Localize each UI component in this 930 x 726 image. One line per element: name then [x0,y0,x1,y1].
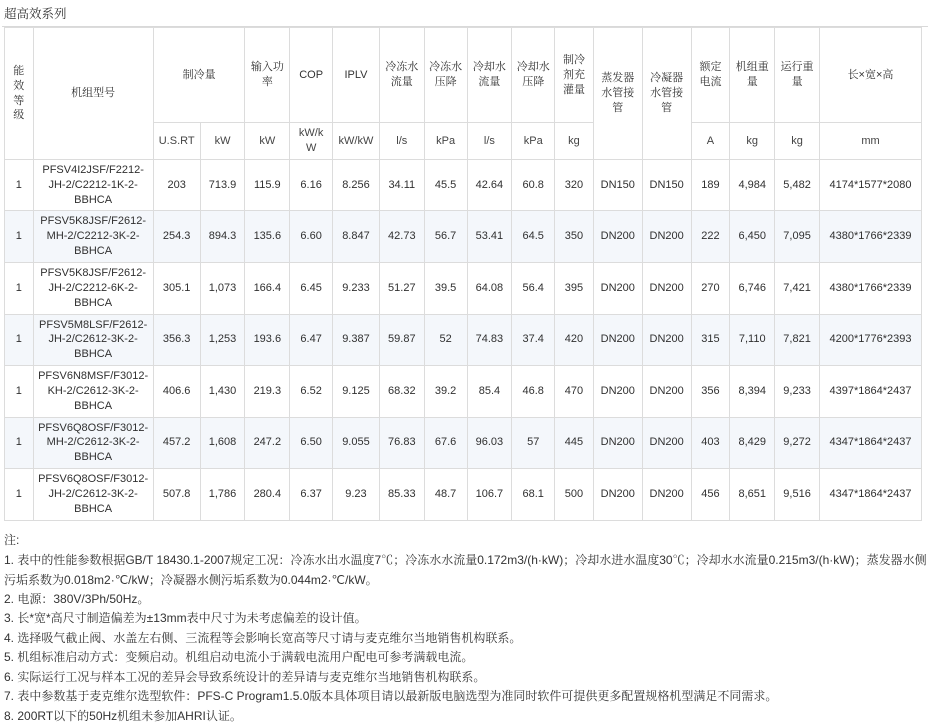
cell-evap-pipe: DN200 [593,211,642,263]
table-row [5,263,922,315]
cell-dimensions: 4380*1766*2339 [819,211,921,263]
cell-cooling-usrt: 457.2 [153,417,200,469]
cell-run-weight: 5,482 [775,159,820,211]
cell-model: PFSV5K8JSF/F2612-MH-2/C2212-3K-2-BBHCA [33,211,153,263]
cell-iplv: 9.23 [333,469,380,521]
header-operating-weight: 运行重量 [775,28,820,123]
cell-refrigerant: 470 [555,366,594,418]
unit-input-power: kW [245,123,290,160]
cell-cooling-usrt: 356.3 [153,314,200,366]
cell-unit-weight: 8,394 [730,366,775,418]
series-title: 超高效系列 [4,7,67,21]
cell-cooling-kw: 1,430 [200,366,245,418]
unit-unit-weight: kg [730,123,775,160]
cell-cop: 6.47 [290,314,333,366]
cell-cop: 6.50 [290,417,333,469]
cell-refrigerant: 420 [555,314,594,366]
note-item-8: 8. 200RT以下的50Hz机组未参加AHRI认证。 [4,708,242,723]
cell-cooling-drop: 57 [512,417,555,469]
cell-iplv: 9.387 [333,314,380,366]
note-item-6: 6. 实际运行工况与样本工况的差异会导致系统设计的差异请与麦克维尔当地销售机构联系。 [4,669,486,684]
cell-current: 356 [691,366,730,418]
cell-cooling-usrt: 203 [153,159,200,211]
cell-efficiency-grade: 1 [5,263,34,315]
unit-chilled-water-flow: l/s [379,123,424,160]
cell-iplv: 8.847 [333,211,380,263]
cell-model: PFSV6Q8OSF/F3012-MH-2/C2612-3K-2-BBHCA [33,417,153,469]
cell-chilled-flow: 59.87 [379,314,424,366]
cell-run-weight: 7,821 [775,314,820,366]
cell-evap-pipe: DN200 [593,314,642,366]
note-item-5: 5. 机组标准启动方式：变频启动。机组启动电流小于满载电流用户配电可参考满载电流。 [4,650,474,665]
table-row [5,159,922,211]
unit-cooling-capacity-kw: kW [200,123,245,160]
note-item-3: 3. 长*宽*高尺寸制造偏差为±13mm表中尺寸为未考虑偏差的设计值。 [4,611,367,626]
note-item-2: 2. 电源：380V/3Ph/50Hz。 [4,591,150,606]
cell-input-kw: 219.3 [245,366,290,418]
cell-cond-pipe: DN200 [642,314,691,366]
cell-iplv: 9.055 [333,417,380,469]
cell-cooling-kw: 713.9 [200,159,245,211]
note-item-4: 4. 选择吸气截止阀、水盖左右侧、三流程等会影响长宽高等尺寸请与麦克维尔当地销售机构联系。 [4,630,522,645]
cell-cooling-drop: 68.1 [512,469,555,521]
cell-evap-pipe: DN200 [593,469,642,521]
cell-evap-pipe: DN200 [593,417,642,469]
cell-efficiency-grade: 1 [5,469,34,521]
table-row [5,469,922,521]
cell-run-weight: 7,095 [775,211,820,263]
cell-input-kw: 135.6 [245,211,290,263]
cell-iplv: 9.233 [333,263,380,315]
table-head [5,28,922,160]
cell-model: PFSV5K8JSF/F2612-JH-2/C2212-6K-2-BBHCA [33,263,153,315]
cell-cop: 6.52 [290,366,333,418]
cell-chilled-flow: 51.27 [379,263,424,315]
cell-cop: 6.45 [290,263,333,315]
cell-cooling-kw: 1,608 [200,417,245,469]
header-cooling-water-flow: 冷却水流量 [467,28,512,123]
cell-input-kw: 247.2 [245,417,290,469]
cell-cond-pipe: DN200 [642,469,691,521]
specifications-table [4,27,922,520]
unit-refrigerant-charge: kg [555,123,594,160]
cell-dimensions: 4174*1577*2080 [819,159,921,211]
cell-cooling-flow: 106.7 [467,469,512,521]
unit-cooling-water-pressure-drop: kPa [512,123,555,160]
cell-cooling-kw: 894.3 [200,211,245,263]
header-refrigerant-charge: 制冷剂充灌量 [555,28,594,123]
cell-unit-weight: 4,984 [730,159,775,211]
cell-efficiency-grade: 1 [5,314,34,366]
cell-chilled-drop: 48.7 [424,469,467,521]
cell-chilled-drop: 56.7 [424,211,467,263]
unit-dimensions: mm [819,123,921,160]
cell-chilled-drop: 52 [424,314,467,366]
header-chilled-water-flow: 冷冻水流量 [379,28,424,123]
cell-evap-pipe: DN150 [593,159,642,211]
header-input-power: 输入功率 [245,28,290,123]
unit-cooling-water-flow: l/s [467,123,512,160]
cell-efficiency-grade: 1 [5,159,34,211]
cell-current: 456 [691,469,730,521]
cell-cooling-flow: 96.03 [467,417,512,469]
unit-cooling-capacity-usrt: U.S.RT [153,123,200,160]
cell-efficiency-grade: 1 [5,417,34,469]
note-item-1: 1. 表中的性能参数根据GB/T 18430.1-2007规定工况：冷冻水出水温度7℃；冷冻水水流量0.172m3/(h·kW)；冷却水进水温度30℃；冷却水水流量0.215m3/(h·kW)；蒸发器水侧污垢系数为0.018m2·℃/kW；冷凝器水侧污垢系数为0.044m2·℃/kW。 [4,553,927,587]
cell-cooling-kw: 1,786 [200,469,245,521]
cell-cooling-flow: 42.64 [467,159,512,211]
cell-cop: 6.16 [290,159,333,211]
unit-iplv: kW/kW [333,123,380,160]
cell-refrigerant: 320 [555,159,594,211]
cell-cooling-usrt: 406.6 [153,366,200,418]
cell-chilled-drop: 45.5 [424,159,467,211]
cell-cooling-drop: 64.5 [512,211,555,263]
cell-cooling-flow: 53.41 [467,211,512,263]
header-efficiency-grade: 能效等级 [5,28,34,160]
cell-unit-weight: 6,746 [730,263,775,315]
cell-cooling-usrt: 507.8 [153,469,200,521]
notes-title: 注: [4,532,20,547]
cell-unit-weight: 8,429 [730,417,775,469]
cell-current: 270 [691,263,730,315]
cell-current: 315 [691,314,730,366]
cell-unit-weight: 7,110 [730,314,775,366]
unit-cop: kW/kW [290,123,333,160]
cell-run-weight: 9,516 [775,469,820,521]
cell-chilled-drop: 39.5 [424,263,467,315]
cell-cooling-flow: 64.08 [467,263,512,315]
cell-chilled-flow: 85.33 [379,469,424,521]
cell-model: PFSV6Q8OSF/F3012-JH-2/C2612-3K-2-BBHCA [33,469,153,521]
cell-chilled-drop: 39.2 [424,366,467,418]
cell-cooling-drop: 37.4 [512,314,555,366]
cell-dimensions: 4347*1864*2437 [819,469,921,521]
cell-chilled-flow: 34.11 [379,159,424,211]
cell-cooling-usrt: 305.1 [153,263,200,315]
cell-cooling-kw: 1,073 [200,263,245,315]
cell-input-kw: 115.9 [245,159,290,211]
unit-rated-current: A [691,123,730,160]
cell-efficiency-grade: 1 [5,211,34,263]
cell-dimensions: 4200*1776*2393 [819,314,921,366]
cell-current: 222 [691,211,730,263]
table-row [5,366,922,418]
cell-model: PFSV6N8MSF/F3012-KH-2/C2612-3K-2-BBHCA [33,366,153,418]
cell-unit-weight: 6,450 [730,211,775,263]
cell-chilled-flow: 68.32 [379,366,424,418]
header-iplv: IPLV [333,28,380,123]
header-model: 机组型号 [33,28,153,160]
cell-evap-pipe: DN200 [593,366,642,418]
cell-dimensions: 4397*1864*2437 [819,366,921,418]
cell-cooling-usrt: 254.3 [153,211,200,263]
header-cooling-capacity: 制冷量 [153,28,245,123]
cell-current: 403 [691,417,730,469]
cell-cond-pipe: DN150 [642,159,691,211]
cell-model: PFSV4I2JSF/F2212-JH-2/C2212-1K-2-BBHCA [33,159,153,211]
cell-cond-pipe: DN200 [642,366,691,418]
cell-refrigerant: 500 [555,469,594,521]
header-cooling-water-pressure-drop: 冷却水压降 [512,28,555,123]
cell-iplv: 9.125 [333,366,380,418]
table-row [5,314,922,366]
cell-input-kw: 193.6 [245,314,290,366]
cell-cop: 6.37 [290,469,333,521]
cell-cop: 6.60 [290,211,333,263]
header-dimensions: 长×宽×高 [819,28,921,123]
cell-cooling-drop: 60.8 [512,159,555,211]
header-unit-weight: 机组重量 [730,28,775,123]
cell-chilled-flow: 42.73 [379,211,424,263]
cell-iplv: 8.256 [333,159,380,211]
cell-cond-pipe: DN200 [642,211,691,263]
header-evaporator-pipe: 蒸发器水管接管 [593,28,642,160]
cell-refrigerant: 350 [555,211,594,263]
table-row [5,417,922,469]
cell-chilled-drop: 67.6 [424,417,467,469]
unit-operating-weight: kg [775,123,820,160]
cell-cooling-flow: 74.83 [467,314,512,366]
table-body [5,159,922,520]
cell-model: PFSV5M8LSF/F2612-JH-2/C2612-3K-2-BBHCA [33,314,153,366]
cell-input-kw: 280.4 [245,469,290,521]
cell-input-kw: 166.4 [245,263,290,315]
cell-cooling-drop: 56.4 [512,263,555,315]
cell-run-weight: 9,233 [775,366,820,418]
unit-chilled-water-pressure-drop: kPa [424,123,467,160]
header-chilled-water-pressure-drop: 冷冻水压降 [424,28,467,123]
cell-chilled-flow: 76.83 [379,417,424,469]
cell-run-weight: 7,421 [775,263,820,315]
table-row [5,211,922,263]
notes-section [4,531,930,726]
cell-efficiency-grade: 1 [5,366,34,418]
cell-unit-weight: 8,651 [730,469,775,521]
table-header-row-main [5,28,922,123]
cell-dimensions: 4380*1766*2339 [819,263,921,315]
cell-cooling-drop: 46.8 [512,366,555,418]
cell-cooling-kw: 1,253 [200,314,245,366]
header-condenser-pipe: 冷凝器水管接管 [642,28,691,160]
cell-evap-pipe: DN200 [593,263,642,315]
cell-cond-pipe: DN200 [642,263,691,315]
cell-dimensions: 4347*1864*2437 [819,417,921,469]
cell-current: 189 [691,159,730,211]
cell-run-weight: 9,272 [775,417,820,469]
cell-cooling-flow: 85.4 [467,366,512,418]
cell-refrigerant: 445 [555,417,594,469]
header-rated-current: 额定电流 [691,28,730,123]
header-cop: COP [290,28,333,123]
cell-refrigerant: 395 [555,263,594,315]
cell-cond-pipe: DN200 [642,417,691,469]
note-item-7: 7. 表中参数基于麦克维尔选型软件：PFS-C Program1.5.0版本具体项目请以最新版电脑选型为准同时软件可提供更多配置规格机型满足不同需求。 [4,689,778,704]
